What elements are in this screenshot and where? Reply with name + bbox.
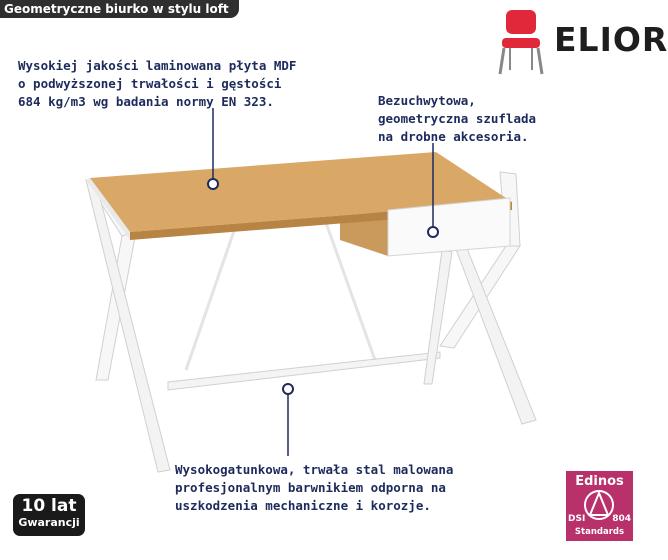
brand-name: ELIOR xyxy=(554,20,668,59)
warranty-years: 10 lat xyxy=(21,496,77,516)
page-title: Geometryczne biurko w stylu loft xyxy=(0,0,239,18)
edinos-badge xyxy=(566,471,633,541)
annotation-desktop-material: Wysokiej jakości laminowana płyta MDF o podwyższonej trwałości i gęstości 684 kg/m3 wg badania normy EN 323. xyxy=(18,58,297,109)
annotation-steel-frame: Wysokogatunkowa, trwała stal malowana profesjonalnym barwnikiem odporna na uszkodzenia mechaniczne i korozje. xyxy=(175,462,454,513)
edinos-name: Edinos xyxy=(575,474,624,489)
warranty-label: Gwarancji xyxy=(18,516,80,529)
edinos-dsi: DSI xyxy=(568,514,586,524)
annotation-drawer: Bezuchwytowa, geometryczna szuflada na drobne akcesoria. xyxy=(378,93,537,144)
warranty-badge xyxy=(13,494,85,536)
edinos-number: 804 xyxy=(612,514,631,524)
edinos-standards: Standards xyxy=(574,527,625,537)
